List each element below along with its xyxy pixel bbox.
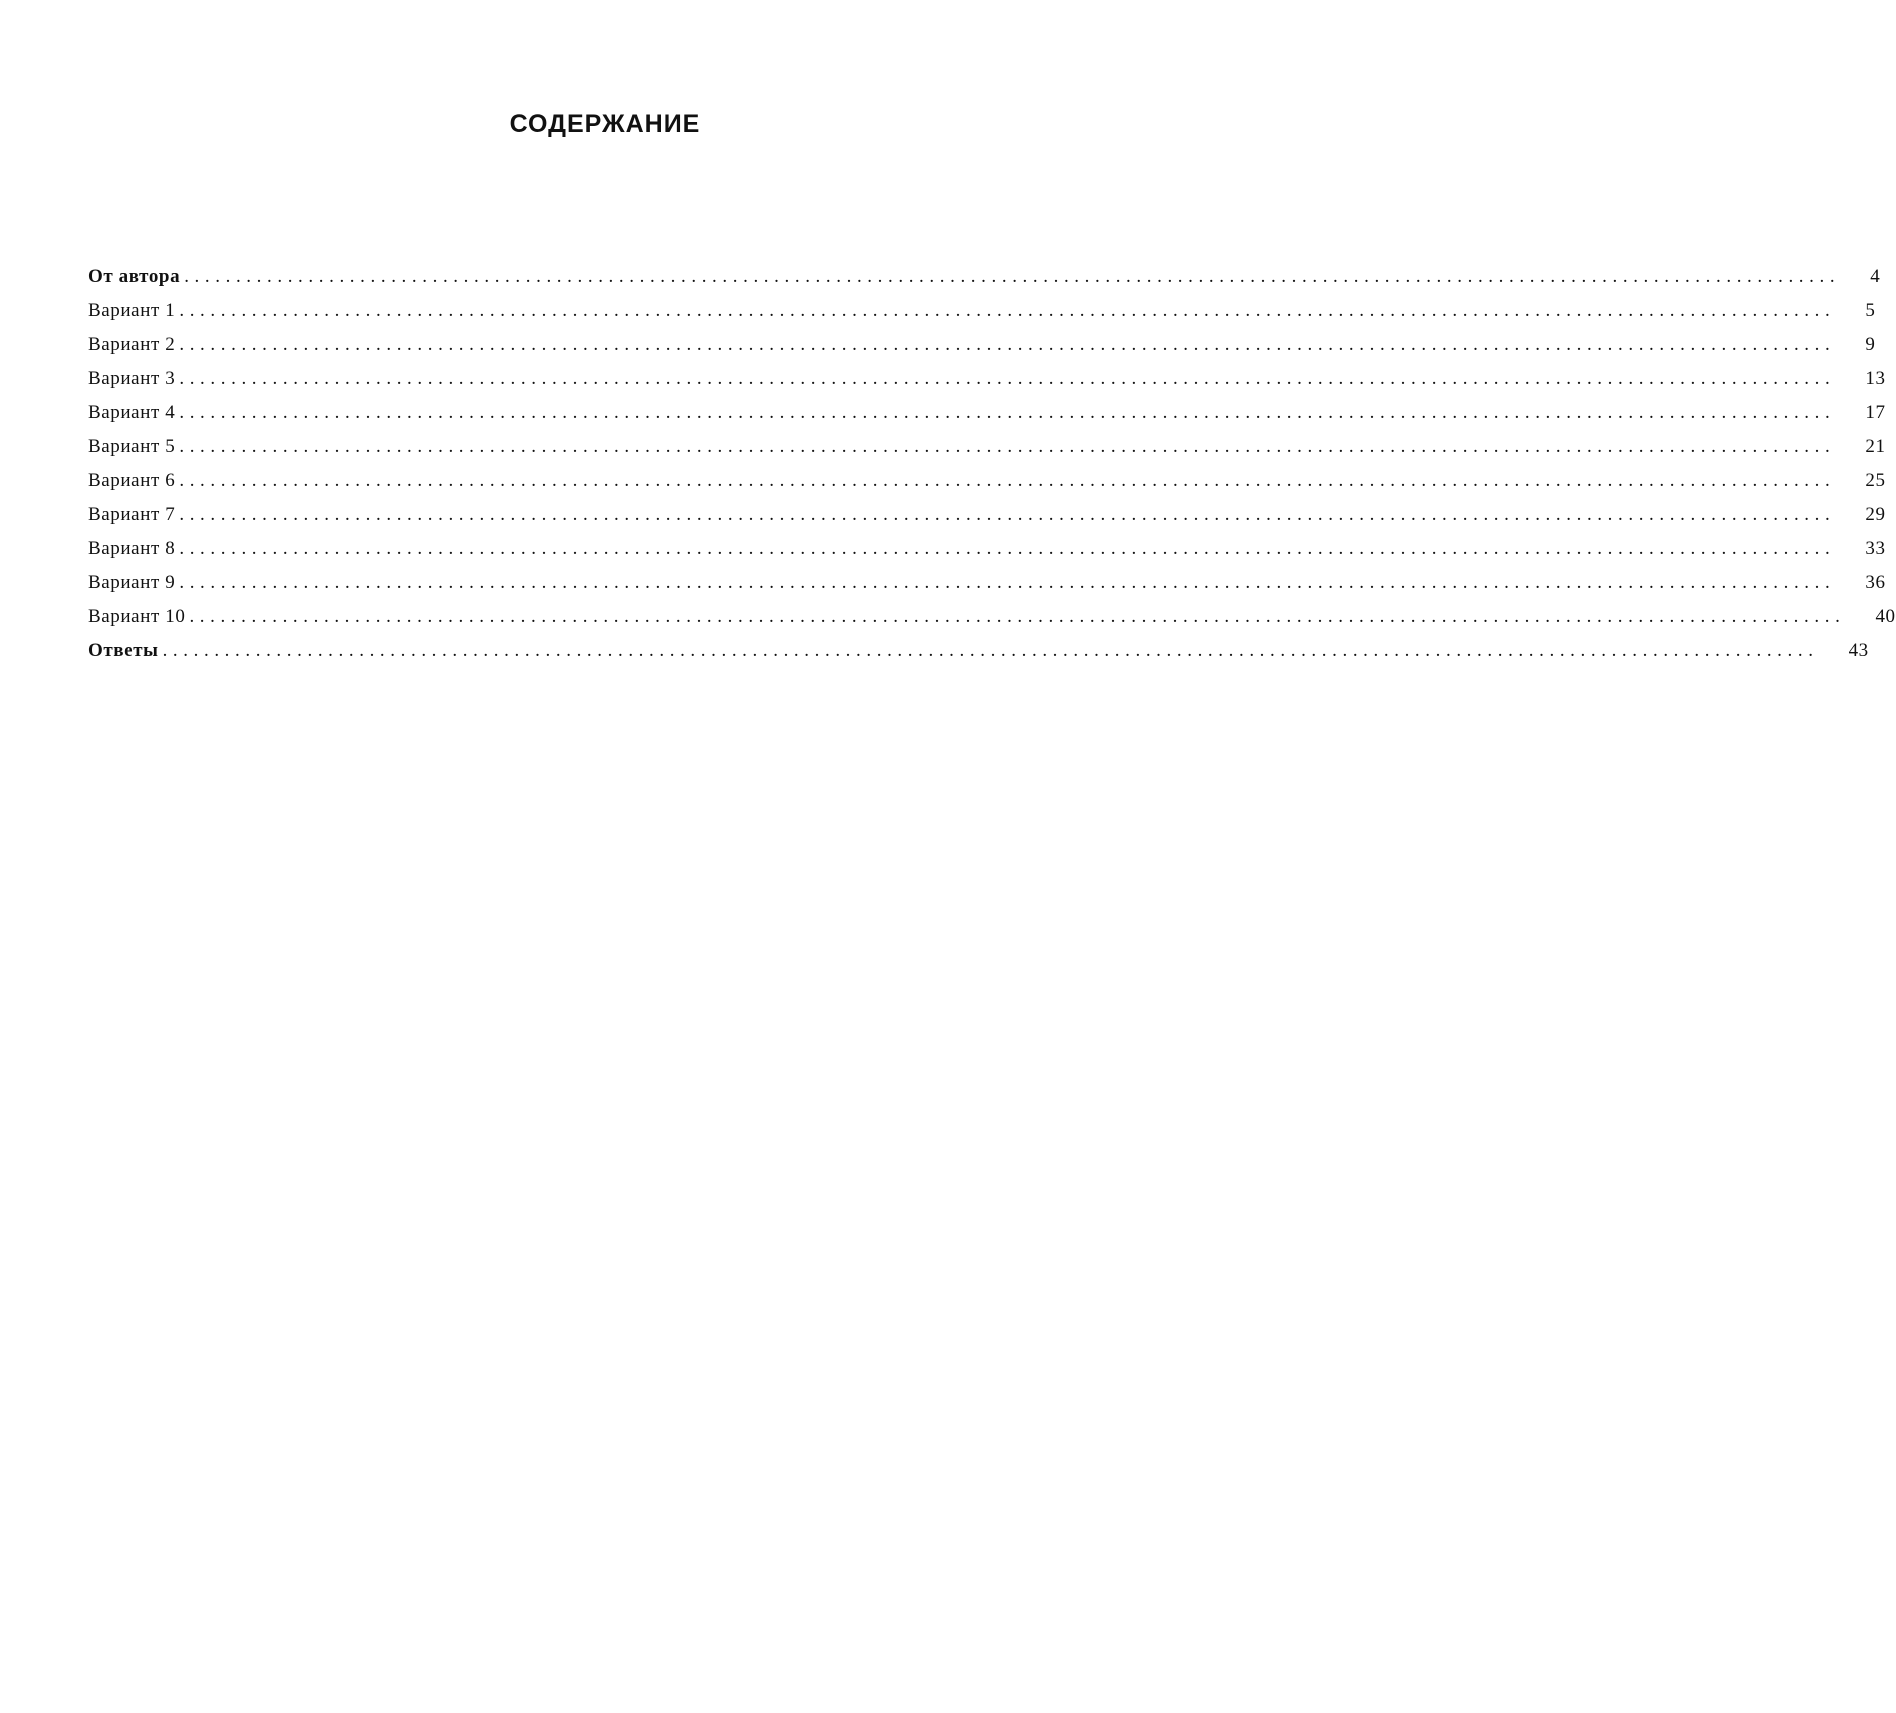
toc-dot-leader: ................................................................................................................................................................	[179, 368, 1836, 389]
toc-entry[interactable]	[88, 640, 1869, 674]
toc-entry[interactable]	[88, 300, 1876, 334]
toc-entry-label: Вариант 5	[88, 436, 176, 457]
toc-dot-leader: ................................................................................................................................................................	[179, 402, 1836, 423]
toc-dot-leader: ................................................................................................................................................................	[179, 334, 1836, 355]
toc-entry[interactable]	[88, 538, 1886, 572]
toc-page-number: 9	[1865, 334, 1876, 355]
toc-page-number: 25	[1865, 470, 1886, 491]
toc-page-number: 36	[1865, 572, 1886, 593]
toc-page-number: 17	[1865, 402, 1886, 423]
toc-page-number: 33	[1865, 538, 1886, 559]
toc-entry-label: Вариант 1	[88, 300, 176, 321]
toc-entry-label: Вариант 10	[88, 606, 186, 627]
toc-dot-leader: ................................................................................................................................................................	[179, 572, 1836, 593]
toc-entry-label: От автора	[88, 266, 181, 287]
toc-page-number: 21	[1865, 436, 1886, 457]
toc-dot-leader: ................................................................................................................................................................	[179, 504, 1836, 525]
toc-entry-label: Вариант 9	[88, 572, 176, 593]
toc-dot-leader: ................................................................................................................................................................	[179, 470, 1836, 491]
toc-entry-label: Вариант 6	[88, 470, 176, 491]
page-title: СОДЕРЖАНИЕ	[509, 110, 701, 138]
toc-entry[interactable]	[88, 266, 1881, 300]
toc-entry-label: Вариант 4	[88, 402, 176, 423]
toc-entry-label: Ответы	[88, 640, 159, 661]
toc-page-number: 29	[1865, 504, 1886, 525]
toc-entry-label: Вариант 3	[88, 368, 176, 389]
toc-entry[interactable]	[88, 368, 1886, 402]
toc-entry[interactable]	[88, 606, 1896, 640]
toc-dot-leader: ................................................................................................................................................................	[162, 640, 1819, 661]
table-of-contents	[88, 266, 1896, 674]
toc-page-number: 5	[1865, 300, 1876, 321]
toc-page-number: 40	[1875, 606, 1896, 627]
toc-dot-leader: ................................................................................................................................................................	[189, 606, 1846, 627]
toc-page-number: 13	[1865, 368, 1886, 389]
toc-entry[interactable]	[88, 334, 1876, 368]
toc-entry[interactable]	[88, 572, 1886, 606]
toc-dot-leader: ................................................................................................................................................................	[179, 436, 1836, 457]
toc-dot-leader: ................................................................................................................................................................	[179, 300, 1836, 321]
toc-entry[interactable]	[88, 436, 1886, 470]
toc-dot-leader: ................................................................................................................................................................	[184, 266, 1841, 287]
toc-page-number: 4	[1870, 266, 1881, 287]
toc-entry-label: Вариант 2	[88, 334, 176, 355]
toc-entry-label: Вариант 7	[88, 504, 176, 525]
toc-entry[interactable]	[88, 470, 1886, 504]
toc-dot-leader: ................................................................................................................................................................	[179, 538, 1836, 559]
toc-entry-label: Вариант 8	[88, 538, 176, 559]
toc-page-number: 43	[1848, 640, 1869, 661]
toc-entry[interactable]	[88, 504, 1886, 538]
toc-entry[interactable]	[88, 402, 1886, 436]
